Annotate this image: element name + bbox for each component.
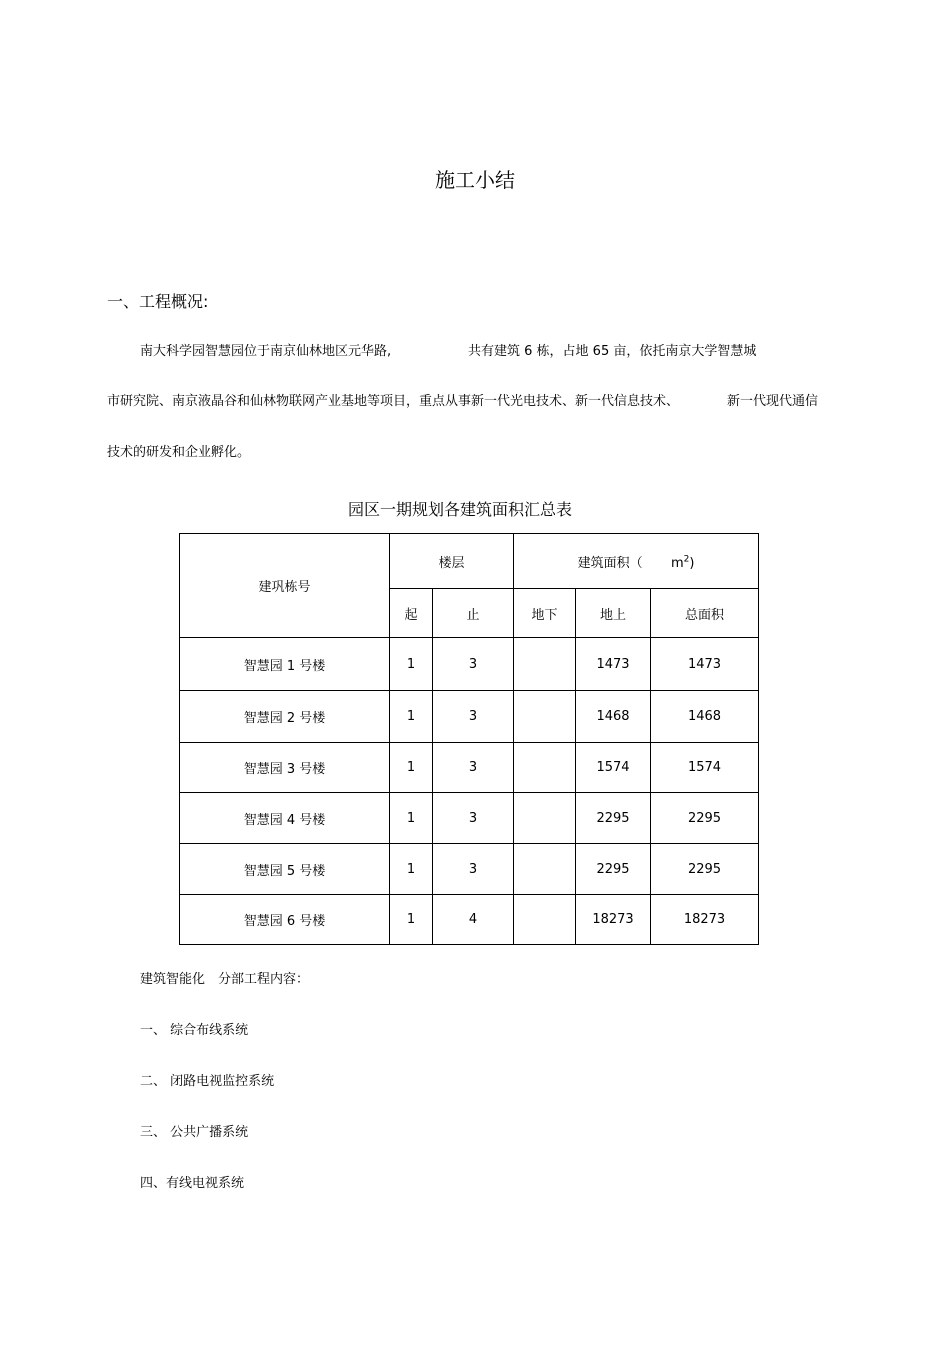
cell-aboveground: 2295 [576, 793, 651, 844]
header-area-unit-sup: 2 [683, 554, 690, 565]
cell-to: 3 [433, 638, 514, 691]
header-area-close: ) [689, 555, 695, 571]
header-building: 建巩栋号 [180, 534, 390, 638]
subsystem-item: 一、 综合布线系统 [140, 1023, 249, 1038]
cell-building-name: 智慧园 4 号楼 [180, 793, 390, 844]
cell-total: 18273 [651, 895, 759, 945]
table-header-row [180, 534, 759, 589]
header-from: 起 [390, 589, 433, 638]
table-title: 园区一期规划各建筑面积汇总表 [347, 500, 572, 519]
table-row [180, 793, 759, 844]
header-underground: 地下 [514, 589, 576, 638]
cell-total: 1574 [651, 743, 759, 793]
cell-total: 1473 [651, 638, 759, 691]
table-row [180, 895, 759, 945]
table-row [180, 743, 759, 793]
cell-to: 3 [433, 743, 514, 793]
cell-aboveground: 1473 [576, 638, 651, 691]
cell-total: 1468 [651, 691, 759, 743]
cell-from: 1 [390, 638, 433, 691]
cell-underground [514, 691, 576, 743]
subsystem-item: 三、 公共广播系统 [140, 1125, 249, 1140]
cell-from: 1 [390, 844, 433, 895]
overview-paragraph-line3: 技术的研发和企业孵化。 [107, 445, 251, 460]
overview-paragraph-line2-part1: 市研究院、南京液晶谷和仙林物联网产业基地等项目，重点从事新一代光电技术、新一代信息技术、 [107, 394, 680, 409]
cell-from: 1 [390, 793, 433, 844]
cell-underground [514, 743, 576, 793]
cell-underground [514, 793, 576, 844]
cell-total: 2295 [651, 793, 759, 844]
header-area-label: 建筑面积（ [577, 555, 643, 571]
cell-underground [514, 844, 576, 895]
overview-paragraph-line2-part2: 新一代现代通信 [727, 394, 819, 409]
subsystems-heading: 建筑智能化 分部工程内容： [140, 972, 310, 987]
cell-building-name: 智慧园 5 号楼 [180, 844, 390, 895]
cell-building-name: 智慧园 3 号楼 [180, 743, 390, 793]
cell-to: 3 [433, 844, 514, 895]
cell-underground [514, 895, 576, 945]
cell-aboveground: 2295 [576, 844, 651, 895]
building-area-table [179, 533, 759, 945]
cell-from: 1 [390, 691, 433, 743]
section-heading-overview: 一、工程概况: [107, 292, 209, 311]
overview-paragraph-line1-part1: 南大科学园智慧园位于南京仙林地区元华路, [140, 344, 392, 359]
table-row [180, 844, 759, 895]
document-title: 施工小结 [435, 168, 515, 192]
cell-aboveground: 18273 [576, 895, 651, 945]
table-row [180, 638, 759, 691]
cell-from: 1 [390, 743, 433, 793]
header-floors: 楼层 [390, 534, 514, 589]
cell-total: 2295 [651, 844, 759, 895]
cell-from: 1 [390, 895, 433, 945]
header-area-unit: m [670, 555, 684, 571]
cell-aboveground: 1574 [576, 743, 651, 793]
subsystem-item: 四、有线电视系统 [140, 1176, 245, 1191]
cell-to: 4 [433, 895, 514, 945]
header-to: 止 [433, 589, 514, 638]
cell-to: 3 [433, 691, 514, 743]
overview-paragraph-line1-part2: 共有建筑 6 栋，占地 65 亩，依托南京大学智慧城 [468, 344, 757, 359]
cell-to: 3 [433, 793, 514, 844]
header-area [514, 534, 759, 589]
header-total: 总面积 [651, 589, 759, 638]
cell-underground [514, 638, 576, 691]
cell-aboveground: 1468 [576, 691, 651, 743]
cell-building-name: 智慧园 1 号楼 [180, 638, 390, 691]
cell-building-name: 智慧园 2 号楼 [180, 691, 390, 743]
table-row [180, 691, 759, 743]
header-aboveground: 地上 [576, 589, 651, 638]
subsystem-item: 二、 闭路电视监控系统 [140, 1074, 275, 1089]
cell-building-name: 智慧园 6 号楼 [180, 895, 390, 945]
